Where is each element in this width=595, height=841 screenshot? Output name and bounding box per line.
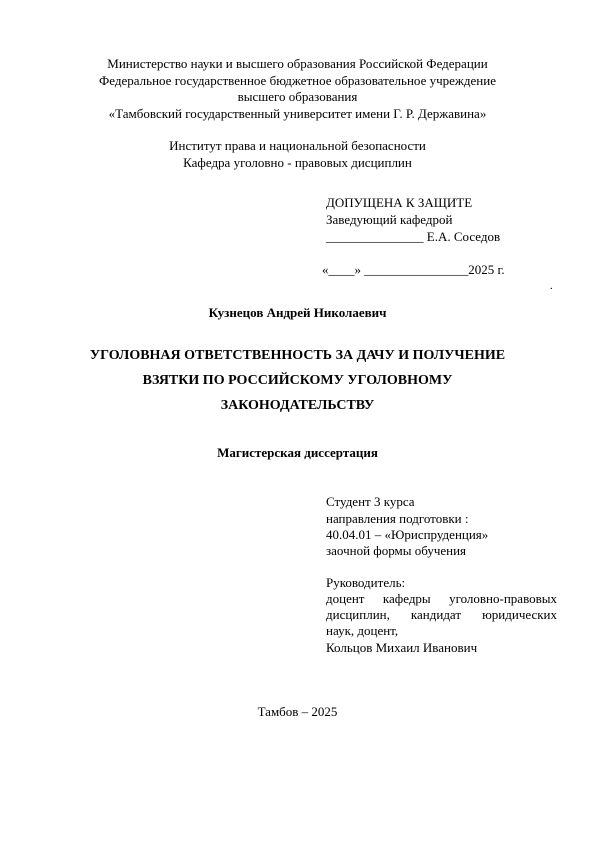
supervisor-position-line-2: дисциплин, кандидат юридических xyxy=(326,607,557,622)
approval-date-line: «____» ________________2025 г. xyxy=(322,262,505,277)
education-level-line: высшего образования xyxy=(237,89,358,104)
author-name: Кузнецов Андрей Николаевич xyxy=(208,305,387,320)
student-course: Студент 3 курса xyxy=(326,494,415,509)
thesis-title-line-1: УГОЛОВНАЯ ОТВЕТСТВЕННОСТЬ ЗА ДАЧУ И ПОЛУЧЕНИЕ xyxy=(89,348,506,363)
supervisor-position-line-1: доцент кафедры уголовно-правовых xyxy=(326,591,557,606)
thesis-title-line-2: ВЗЯТКИ ПО РОССИЙСКОМУ УГОЛОВНОМУ xyxy=(142,373,453,388)
supervisor-name: Кольцов Михаил Иванович xyxy=(326,640,478,655)
approval-heading: ДОПУЩЕНА К ЗАЩИТЕ xyxy=(326,195,473,210)
student-direction-label: направления подготовки : xyxy=(326,511,469,526)
approval-signature-line: _______________ Е.А. Соседов xyxy=(326,229,501,244)
supervisor-position-line-3: наук, доцент, xyxy=(326,623,399,638)
university-name-line: «Тамбовский государственный университет имени Г. Р. Державина» xyxy=(108,106,487,121)
student-study-form: заочной формы обучения xyxy=(326,543,467,558)
work-type: Магистерская диссертация xyxy=(217,445,378,460)
thesis-title-line-3: ЗАКОНОДАТЕЛЬСТВУ xyxy=(220,398,375,413)
ministry-line: Министерство науки и высшего образования Российской Федерации xyxy=(107,56,488,71)
department-name: Кафедра уголовно - правовых дисциплин xyxy=(183,155,412,170)
supervisor-label: Руководитель: xyxy=(326,575,406,590)
approval-role: Заведующий кафедрой xyxy=(326,212,453,227)
stray-dot: . xyxy=(550,280,553,292)
institute-name: Институт права и национальной безопасности xyxy=(169,138,426,153)
institution-type-line: Федеральное государственное бюджетное образовательное учреждение xyxy=(99,73,496,88)
city-year: Тамбов – 2025 xyxy=(257,704,338,719)
student-direction-code: 40.04.01 – «Юриспруденция» xyxy=(326,527,489,542)
